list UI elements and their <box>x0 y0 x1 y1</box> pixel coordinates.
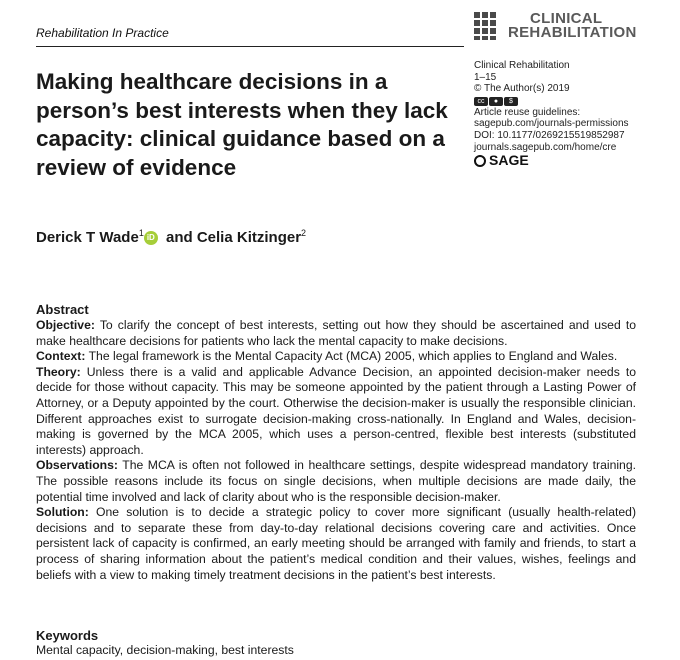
journal-brand <box>474 10 674 46</box>
cc-nc-badge: $ <box>504 97 518 106</box>
author-conjunction: and <box>166 229 193 246</box>
doi[interactable]: DOI: 10.1177/0269215519852987 <box>474 129 625 141</box>
article-meta <box>474 60 674 167</box>
affiliation-marker: 1 <box>138 228 144 238</box>
orcid-icon[interactable]: iD <box>144 231 158 245</box>
publisher-name: SAGE <box>489 152 529 169</box>
abstract-heading: Abstract <box>36 302 89 317</box>
publisher-logo <box>474 152 674 169</box>
cc-license-icon <box>474 97 518 106</box>
solution-label: Solution: <box>36 505 89 520</box>
abstract-solution <box>36 505 636 583</box>
keywords <box>36 628 636 658</box>
author-list <box>36 228 306 246</box>
theory-label: Theory: <box>36 364 81 379</box>
context-label: Context: <box>36 349 86 364</box>
journal-name: Clinical Rehabilitation <box>474 60 570 71</box>
journal-link[interactable]: journals.sagepub.com/home/cre <box>474 141 617 153</box>
cc-by-badge: ● <box>489 97 503 106</box>
section-label: Rehabilitation In Practice <box>36 26 169 40</box>
solution-text: One solution is to decide a strategic policy to cover more significant (usually health-related) decisions and to separate these from day-to-day relational decisions covering care and activities. Once persistent lack of capacity is confirmed, an early meeting should be arranged with family and friends, to start a process of sharing information about the patient’s medical condition and their values, wishes, feelings and beliefs with a view to making timely treatment decisions in the patient’s best interests. <box>36 505 636 582</box>
brand-word-rehabilitation: REHABILITATION <box>508 24 637 41</box>
context-text: The legal framework is the Mental Capacity Act (MCA) 2005, which applies to England and Wales. <box>88 349 618 364</box>
article-title: Making healthcare decisions in a person’s best interests when they lack capacity: clinical guidance based on a review of evidence <box>36 69 448 180</box>
page-range: 1–15 <box>474 71 497 83</box>
keywords-heading: Keywords <box>36 628 99 643</box>
reuse-label: Article reuse guidelines: <box>474 106 581 118</box>
abstract-theory <box>36 365 636 459</box>
objective-text: To clarify the concept of best interests, setting out how they should be ascertained and used to make healthcare decisions for patients who lack the mental capacity to make decisions. <box>36 318 636 348</box>
abstract <box>36 302 636 583</box>
sage-logo-icon <box>474 155 486 167</box>
brand-word-clinical: CLINICAL <box>530 10 603 27</box>
reuse-link[interactable]: sagepub.com/journals-permissions <box>474 118 629 130</box>
copyright: © The Author(s) 2019 <box>474 83 570 95</box>
observations-text: The MCA is often not followed in healthcare settings, despite widespread mandatory training. The possible reasons include its focus on single decisions, when multiple decisions are made daily, the potential time involved and lack of clarity about who is the responsible decision-maker. <box>36 458 636 504</box>
abstract-objective <box>36 318 636 349</box>
header-rule <box>36 46 464 47</box>
affiliation-marker: 2 <box>301 228 307 238</box>
objective-label: Objective: <box>36 318 95 332</box>
observations-label: Observations: <box>36 458 118 473</box>
keywords-text: Mental capacity, decision-making, best interests <box>36 643 294 657</box>
abstract-context <box>36 349 636 365</box>
abstract-observations <box>36 458 636 505</box>
author-name[interactable]: Celia Kitzinger <box>196 229 302 246</box>
theory-text: Unless there is a valid and applicable Advance Decision, an appointed decision-maker needs to decide for those without capacity. This may be someone appointed by the patient through a Lasting Power of Attorney, or a Deputy appointed by the court. Otherwise the decision-maker is usually the responsible clinician. Different approaches exist to surrogate decision-making cross-nationally. In England and Wales, decision-making is governed by the MCA 2005, which uses a person-centred, flexible best interests (substituted interests) approach. <box>36 364 636 457</box>
cc-badge: cc <box>474 97 488 106</box>
journal-logo-icon <box>474 12 502 40</box>
author-name[interactable]: Derick T Wade <box>36 229 139 246</box>
